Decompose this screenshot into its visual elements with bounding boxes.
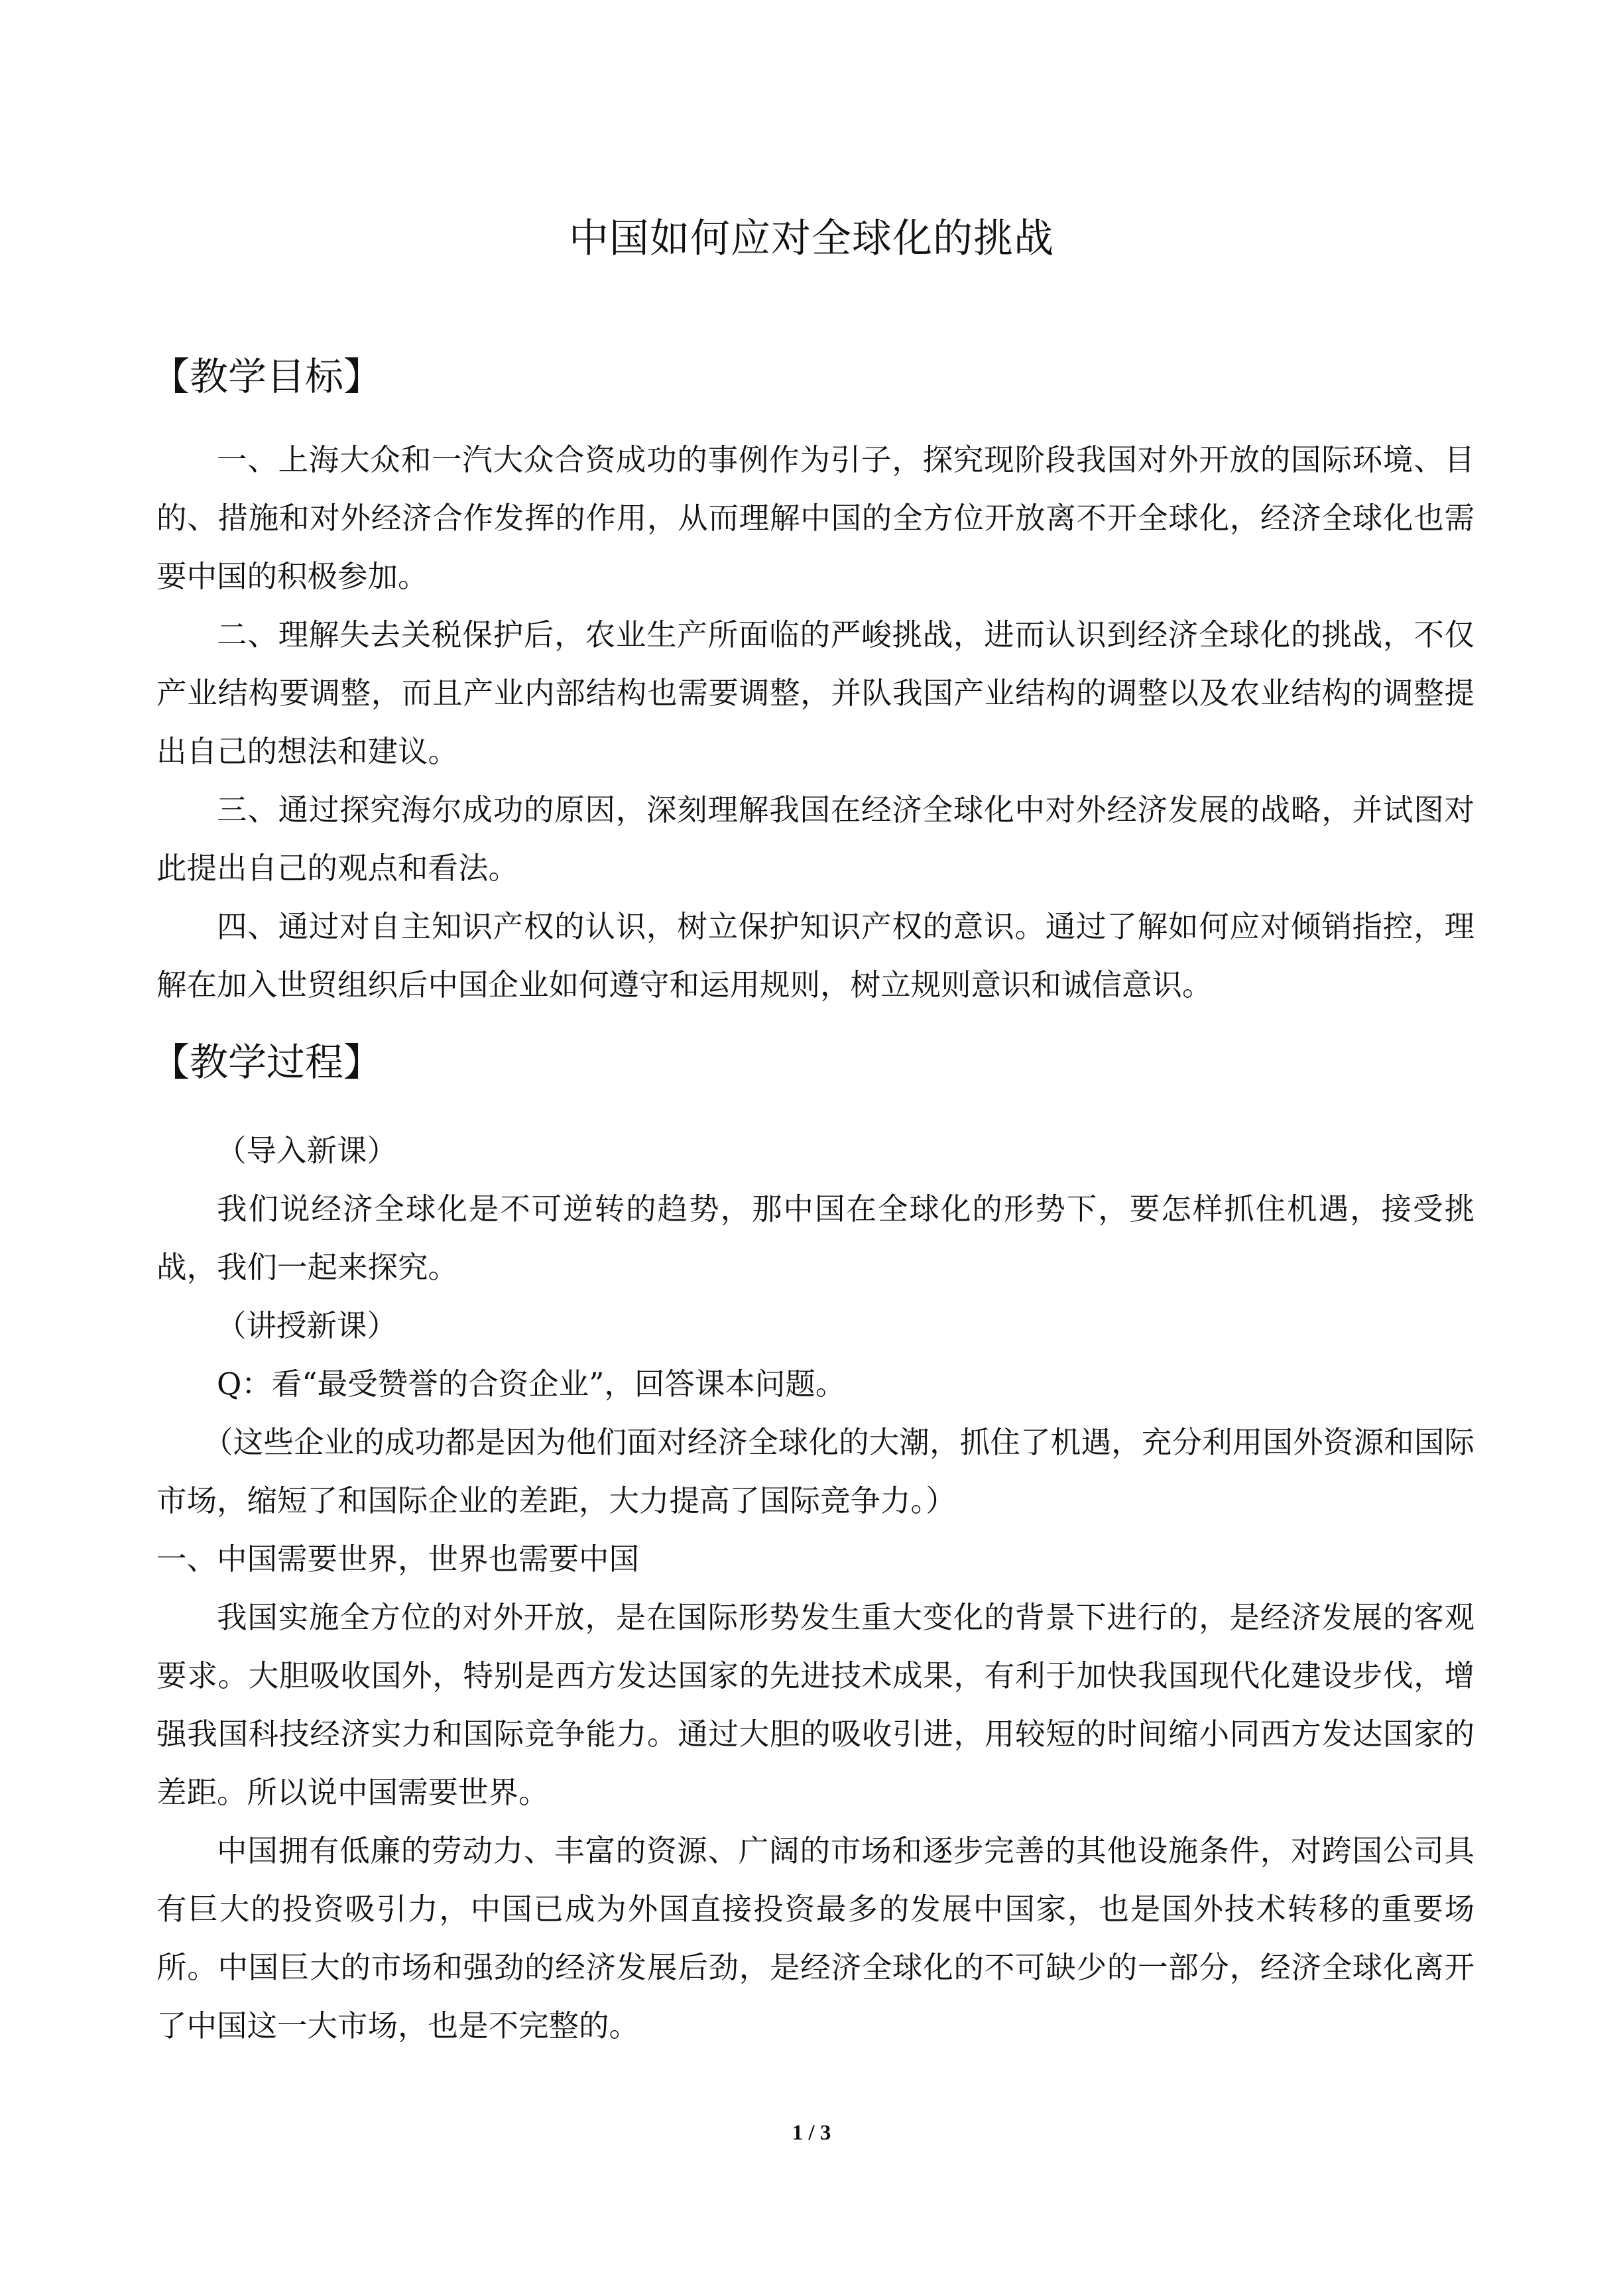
intro-text: 我们说经济全球化是不可逆转的趋势，那中国在全球化的形势下，要怎样抓住机遇，接受挑战，我们一起来探究。 (156, 1191, 1474, 1285)
new-lesson-label: （讲授新课） (216, 1308, 398, 1343)
document-title: 中国如何应对全球化的挑战 (569, 215, 1054, 262)
page-number: 1 / 3 (792, 2121, 831, 2145)
process-heading: 【教学过程】 (151, 1040, 383, 1085)
question-text: Q：看“最受赞誉的合资企业”，回答课本问题。 (217, 1366, 846, 1402)
objective-item-3: 三、通过探究海尔成功的原因，深刻理解我国在经济全球化中对外经济发展的战略，并试图对此提出自己的观点和看法。 (156, 792, 1474, 886)
objectives-heading: 【教学目标】 (151, 354, 383, 399)
objective-item-1: 一、上海大众和一汽大众合资成功的事例作为引子，探究现阶段我国对外开放的国际环境、目的、措施和对外经济合作发挥的作用，从而理解中国的全方位开放离不开全球化，经济全球化也需要中国的积极参加。 (156, 442, 1474, 594)
intro-label: （导入新课） (216, 1133, 398, 1168)
section-one-paragraph-1: 我国实施全方位的对外开放，是在国际形势发生重大变化的背景下进行的，是经济发展的客观要求。大胆吸收国外，特别是西方发达国家的先进技术成果，有利于加快我国现代化建设步伐，增强我国科技经济实力和国际竞争能力。通过大胆的吸收引进，用较短的时间缩小同西方发达国家的差距。所以说中国需要世界。 (156, 1600, 1474, 1810)
section-one-paragraph-2: 中国拥有低廉的劳动力、丰富的资源、广阔的市场和逐步完善的其他设施条件，对跨国公司具有巨大的投资吸引力，中国已成为外国直接投资最多的发展中国家，也是国外技术转移的重要场所。中国巨大的市场和强劲的经济发展后劲，是经济全球化的不可缺少的一部分，经济全球化离开了中国这一大市场，也是不完整的。 (156, 1833, 1474, 2043)
objective-item-4: 四、通过对自主知识产权的认识，树立保护知识产权的意识。通过了解如何应对倾销指控，理解在加入世贸组织后中国企业如何遵守和运用规则，树立规则意识和诚信意识。 (156, 909, 1474, 1002)
objective-item-2: 二、理解失去关税保护后，农业生产所面临的严峻挑战，进而认识到经济全球化的挑战，不仅产业结构要调整，而且产业内部结构也需要调整，并队我国产业结构的调整以及农业结构的调整提出自己的想法和建议。 (156, 617, 1474, 769)
answer-text: （这些企业的成功都是因为他们面对经济全球化的大潮，抓住了机遇，充分利用国外资源和国际市场，缩短了和国际企业的差距，大力提高了国际竞争力。） (156, 1425, 1474, 1518)
section-one-title: 一、中国需要世界，世界也需要中国 (156, 1541, 640, 1577)
